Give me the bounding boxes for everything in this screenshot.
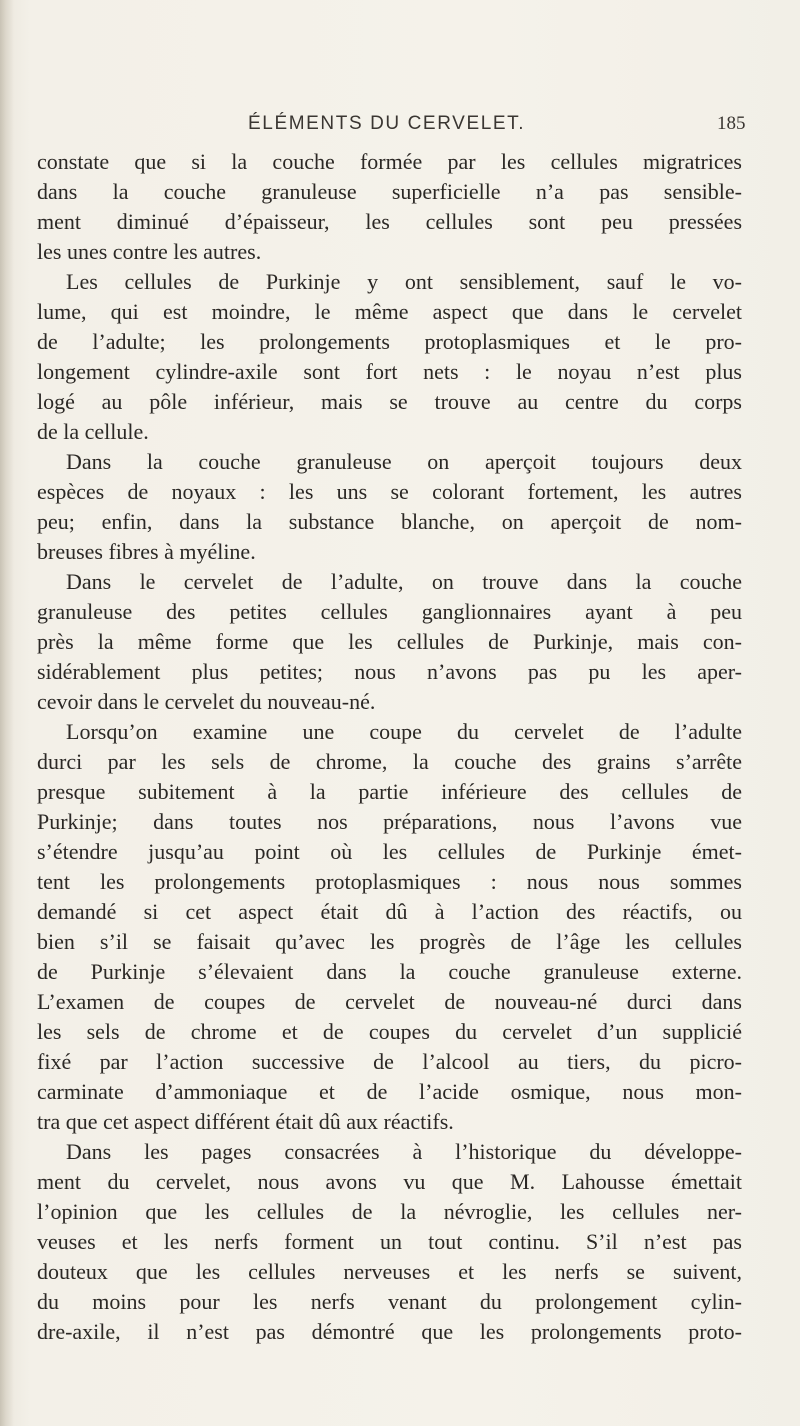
text-line: sidérablement plus petites; nous n’avons pas pu les aper- — [37, 659, 742, 684]
text-line: longement cylindre-axile sont fort nets : le noyau n’est plus — [37, 359, 742, 384]
text-line: demandé si cet aspect était dû à l’action des réactifs, ou — [37, 899, 742, 924]
text-line: peu; enfin, dans la substance blanche, on aperçoit de nom- — [37, 509, 742, 534]
text-line: Les cellules de Purkinje y ont sensiblement, sauf le vo- — [66, 269, 742, 294]
text-line: tra que cet aspect différent était dû aux réactifs. — [37, 1109, 454, 1134]
text-line: Lorsqu’on examine une coupe du cervelet de l’adulte — [66, 719, 742, 744]
text-line: douteux que les cellules nerveuses et les nerfs se suivent, — [37, 1259, 742, 1284]
text-line: espèces de noyaux : les uns se colorant fortement, les autres — [37, 479, 742, 504]
text-line: ment diminué d’épaisseur, les cellules sont peu pressées — [37, 209, 742, 234]
text-line: dans la couche granuleuse superficielle n’a pas sensible- — [37, 179, 742, 204]
text-line: l’opinion que les cellules de la névroglie, les cellules ner- — [37, 1199, 742, 1224]
text-line: logé au pôle inférieur, mais se trouve au centre du corps — [37, 389, 742, 414]
text-line: durci par les sels de chrome, la couche des grains s’arrête — [37, 749, 742, 774]
text-line: près la même forme que les cellules de Purkinje, mais con- — [37, 629, 742, 654]
text-line: ment du cervelet, nous avons vu que M. Lahousse émettait — [37, 1169, 742, 1194]
text-line: Purkinje; dans toutes nos préparations, nous l’avons vue — [37, 809, 742, 834]
text-line: L’examen de coupes de cervelet de nouveau-né durci dans — [37, 989, 742, 1014]
text-line: tent les prolongements protoplasmiques : nous nous sommes — [37, 869, 742, 894]
text-line: de la cellule. — [37, 419, 149, 444]
text-line: constate que si la couche formée par les cellules migratrices — [37, 149, 742, 174]
body-text — [37, 147, 742, 1347]
text-line: les unes contre les autres. — [37, 239, 262, 264]
text-line: les sels de chrome et de coupes du cervelet d’un supplicié — [37, 1019, 742, 1044]
text-line: Dans les pages consacrées à l’historique du développe- — [66, 1139, 742, 1164]
text-line: du moins pour les nerfs venant du prolongement cylin- — [37, 1289, 742, 1314]
text-line: lume, qui est moindre, le même aspect que dans le cervelet — [37, 299, 742, 324]
text-line: bien s’il se faisait qu’avec les progrès de l’âge les cellules — [37, 929, 742, 954]
text-line: dre-axile, il n’est pas démontré que les prolongements proto- — [37, 1319, 742, 1344]
page-header — [0, 113, 800, 143]
text-line: granuleuse des petites cellules ganglionnaires ayant à peu — [37, 599, 742, 624]
text-line: Dans le cervelet de l’adulte, on trouve dans la couche — [66, 569, 742, 594]
text-line: fixé par l’action successive de l’alcool au tiers, du picro- — [37, 1049, 742, 1074]
text-line: de Purkinje s’élevaient dans la couche granuleuse externe. — [37, 959, 742, 984]
page-number: 185 — [717, 113, 746, 134]
text-line: presque subitement à la partie inférieure des cellules de — [37, 779, 742, 804]
text-line: s’étendre jusqu’au point où les cellules de Purkinje émet- — [37, 839, 742, 864]
text-line: de l’adulte; les prolongements protoplasmiques et le pro- — [37, 329, 742, 354]
text-line: cevoir dans le cervelet du nouveau-né. — [37, 689, 376, 714]
text-line: breuses fibres à myéline. — [37, 539, 256, 564]
running-title: ÉLÉMENTS DU CERVELET. — [248, 113, 526, 134]
text-line: carminate d’ammoniaque et de l’acide osmique, nous mon- — [37, 1079, 742, 1104]
page-gutter-edge — [0, 0, 14, 1426]
text-line: veuses et les nerfs forment un tout continu. S’il n’est pas — [37, 1229, 742, 1254]
text-line: Dans la couche granuleuse on aperçoit toujours deux — [66, 449, 742, 474]
